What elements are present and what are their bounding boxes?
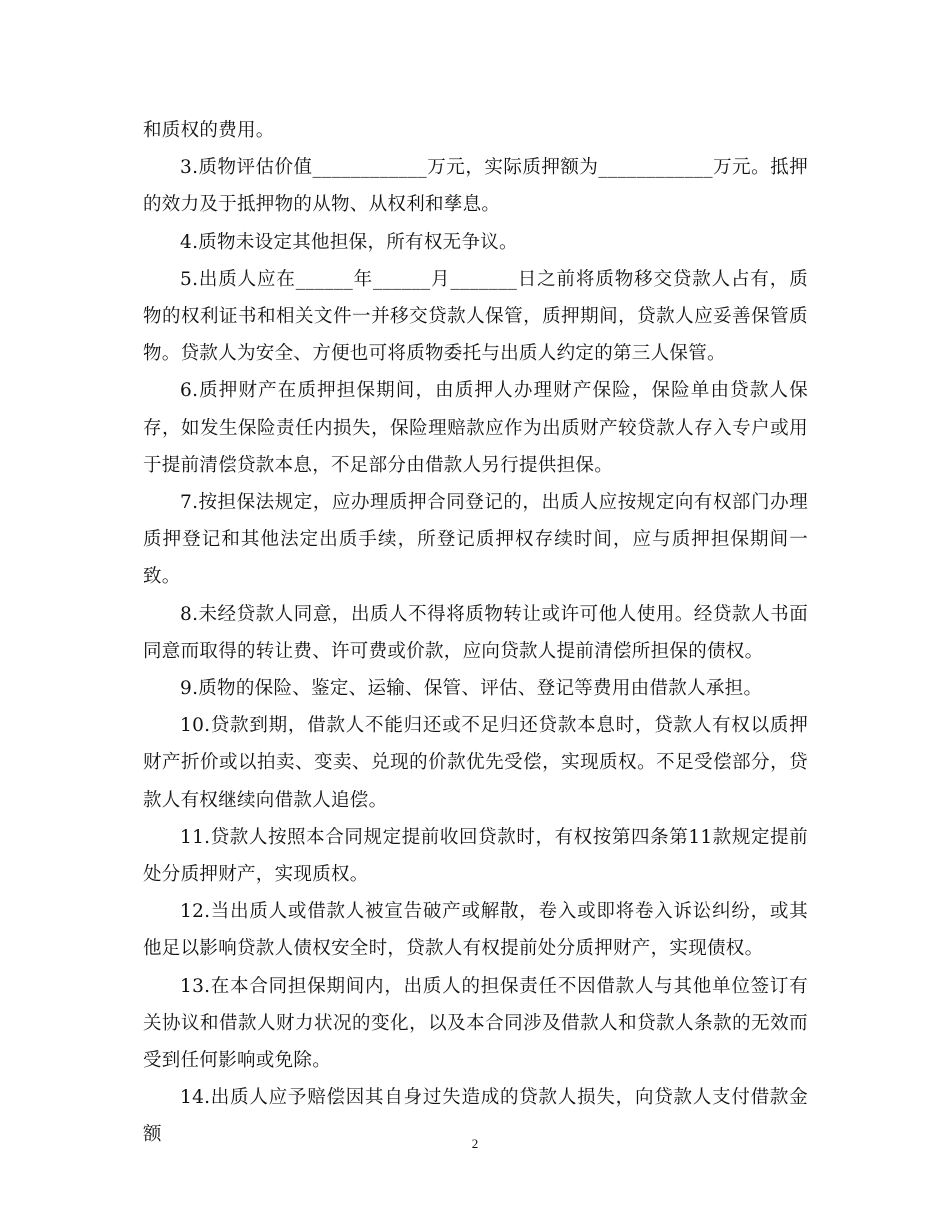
paragraph-clause-11: 11.贷款人按照本合同规定提前收回贷款时，有权按第四条第11款规定提前处分质押财产，实现质权。 bbox=[143, 826, 808, 886]
paragraph-continuation: 和质权的费用。 bbox=[143, 120, 275, 141]
paragraph-clause-14: 14.出质人应予赔偿因其自身过失造成的贷款人损失，向贷款人支付借款金额 bbox=[143, 1087, 808, 1146]
paragraph-clause-4: 4.质物未设定其他担保，所有权无争议。 bbox=[180, 231, 518, 253]
paragraph-clause-10: 10.贷款到期，借款人不能归还或不足归还贷款本息时，贷款人有权以质押财产折价或以拍卖、变卖、兑现的价款优先受偿，实现质权。不足受偿部分，贷款人有权继续向借款人追偿。 bbox=[143, 715, 808, 811]
paragraph-clause-6: 6.质押财产在质押担保期间，由质押人办理财产保险，保险单由贷款人保存，如发生保险责任内损失，保险理赔款应作为出质财产较贷款人存入专户或用于提前清偿贷款本息，不足部分由借款人另行提供担保。 bbox=[143, 380, 808, 476]
paragraph-clause-9: 9.质物的保险、鉴定、运输、保管、评估、登记等费用由借款人承担。 bbox=[180, 678, 763, 700]
paragraph-clause-5: 5.出质人应在______年______月_______日之前将质物移交贷款人占有，质物的权利证书和相关文件一并移交贷款人保管，质押期间，贷款人应妥善保管质物。贷款人为安全、方便也可将质物委托与出质人约定的第三人保管。 bbox=[143, 268, 808, 365]
document-body bbox=[143, 112, 808, 1154]
paragraph-clause-12: 12.当出质人或借款人被宣告破产或解散，卷入或即将卷入诉讼纠纷，或其他足以影响贷款人债权安全时，贷款人有权提前处分质押财产，实现债权。 bbox=[143, 901, 808, 960]
paragraph-clause-13: 13.在本合同担保期间内，出质人的担保责任不因借款人与其他单位签订有关协议和借款人财力状况的变化，以及本合同涉及借款人和贷款人条款的无效而受到任何影响或免除。 bbox=[143, 975, 808, 1072]
paragraph-clause-3: 3.质物评估价值____________万元，实际质押额为____________万元。抵押的效力及于抵押物的从物、从权利和孳息。 bbox=[143, 157, 808, 216]
paragraph-clause-8: 8.未经贷款人同意，出质人不得将质物转让或许可他人使用。经贷款人书面同意而取得的转让费、许可费或价款，应向贷款人提前清偿所担保的债权。 bbox=[143, 603, 808, 662]
page-number: 2 bbox=[471, 1136, 479, 1151]
paragraph-clause-7: 7.按担保法规定，应办理质押合同登记的，出质人应按规定向有权部门办理质押登记和其他法定出质手续，所登记质押权存续时间，应与质押担保期间一致。 bbox=[143, 492, 808, 588]
